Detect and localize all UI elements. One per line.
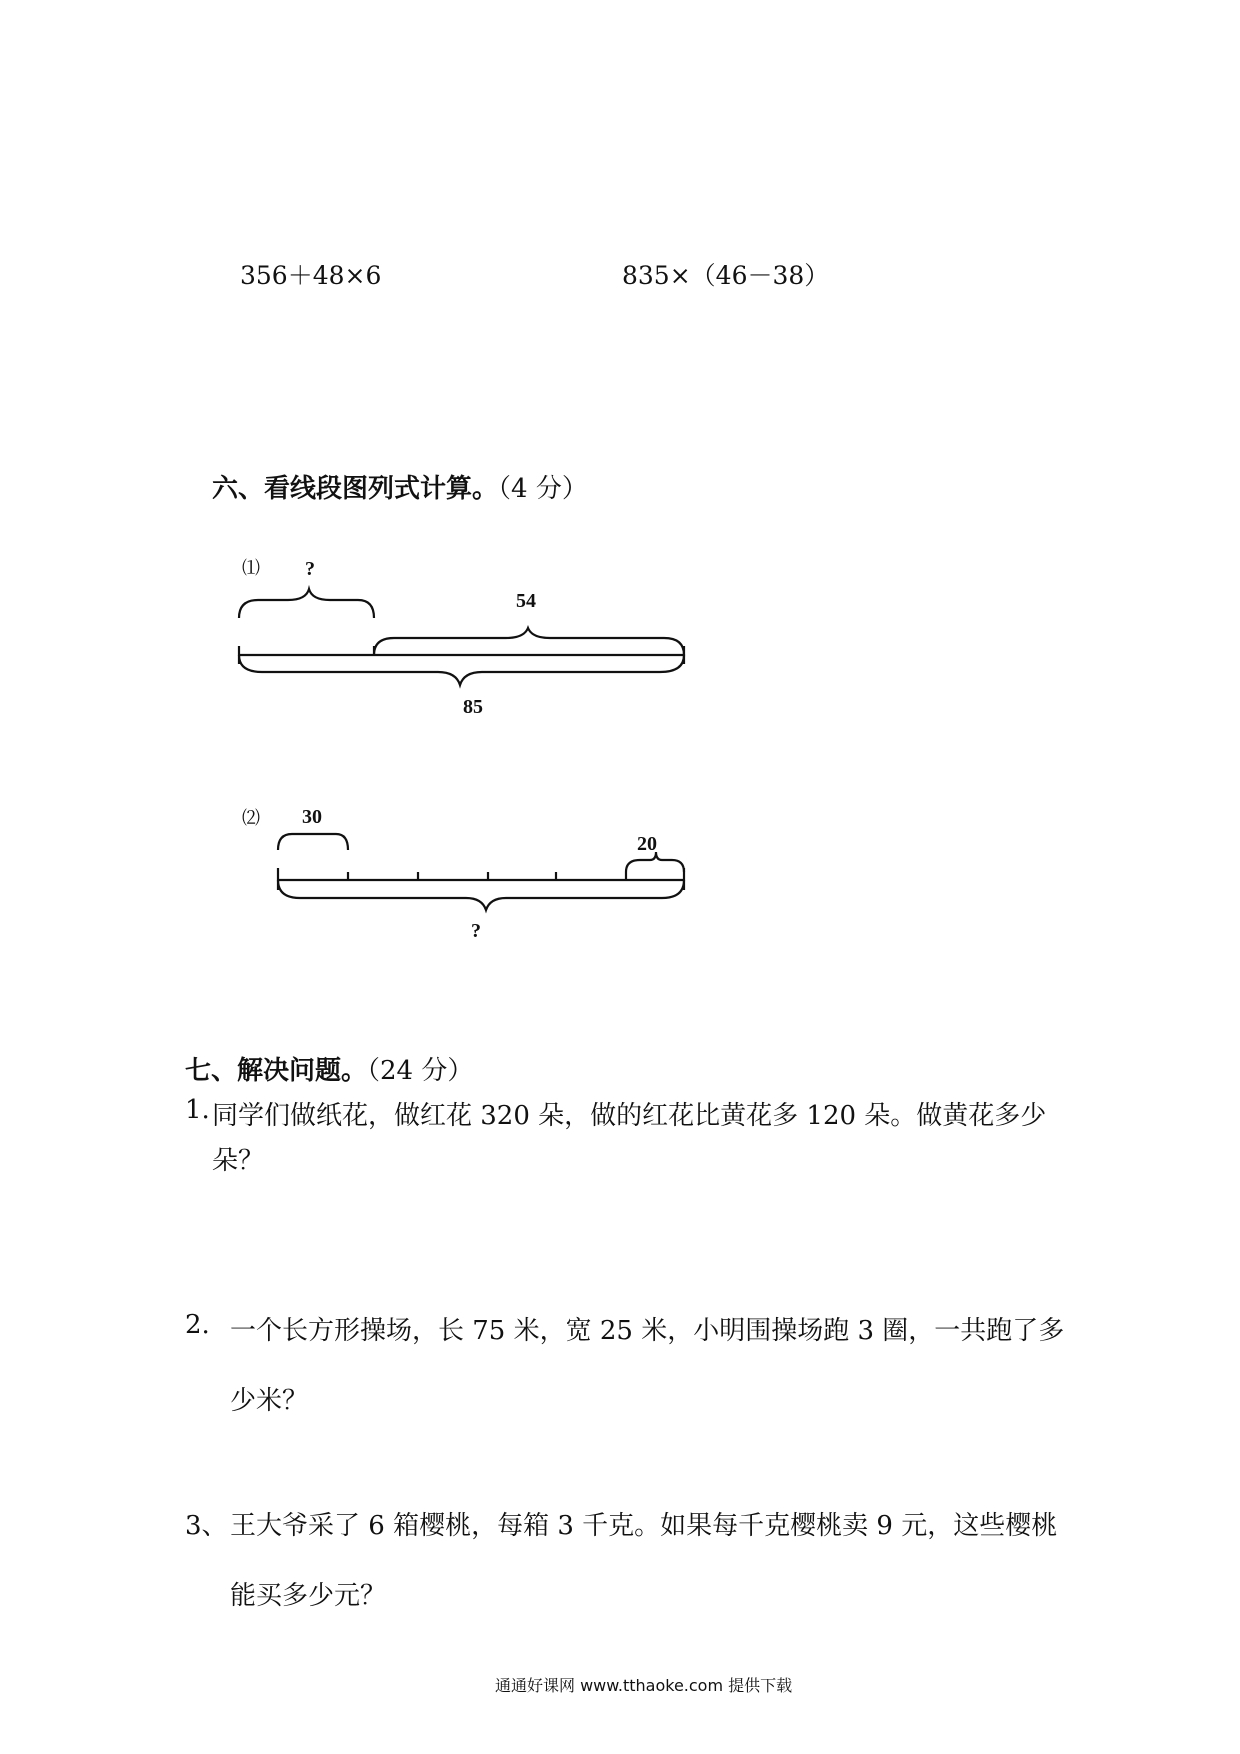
problem-3-line-2: 能买多少元？ bbox=[230, 1581, 387, 1611]
section-6-heading: 六、看线段图列式计算。 bbox=[212, 474, 499, 504]
diagram-1-total: 85 bbox=[463, 696, 483, 718]
problem-1-number: 1. bbox=[185, 1095, 210, 1125]
section-7-heading: 七、解决问题。 bbox=[185, 1056, 368, 1086]
problem-3-number: 3、 bbox=[185, 1511, 228, 1541]
diagram-1-brace-top-left bbox=[239, 589, 374, 618]
diagram-1-right-part: 54 bbox=[516, 590, 536, 612]
section-7-score: （24 分） bbox=[367, 1056, 474, 1086]
problem-2-number: 2. bbox=[185, 1310, 210, 1340]
diagram-1-label: ⑴ bbox=[242, 558, 260, 578]
diagram-2-label: ⑵ bbox=[242, 808, 260, 828]
diagram-2-brace-first bbox=[278, 834, 348, 850]
problem-1-line-1: 同学们做纸花，做红花 320 朵，做的红花比黄花多 120 朵。做黄花多少 bbox=[212, 1101, 1047, 1131]
diagram-2-total: ? bbox=[471, 920, 481, 942]
problem-2-line-1: 一个长方形操场，长 75 米，宽 25 米，小明围操场跑 3 圈，一共跑了多 bbox=[230, 1316, 1065, 1346]
problem-3-line-1: 王大爷采了 6 箱樱桃，每箱 3 千克。如果每千克樱桃卖 9 元，这些樱桃 bbox=[230, 1511, 1058, 1541]
diagram-1-brace-bottom bbox=[239, 655, 684, 685]
section-7-title bbox=[185, 1050, 473, 1087]
footer-source: 通通好课网 www.tthaoke.com 提供下载 bbox=[495, 1676, 793, 1695]
problem-2-line-2: 少米？ bbox=[230, 1386, 309, 1416]
diagram-2-brace-last bbox=[626, 852, 684, 872]
expression-2: 835×（46－38） bbox=[622, 261, 830, 290]
diagram-2-last-part: 20 bbox=[637, 833, 657, 855]
expression-1: 356＋48×6 bbox=[240, 261, 382, 290]
section-6-score: （4 分） bbox=[498, 474, 588, 504]
diagram-1-top-part: ? bbox=[305, 558, 315, 580]
diagram-2-brace-bottom bbox=[278, 880, 684, 910]
problem-1-line-2: 朵？ bbox=[212, 1146, 265, 1176]
diagram-2-first-part: 30 bbox=[302, 806, 322, 828]
diagram-1-brace-right bbox=[374, 628, 684, 655]
